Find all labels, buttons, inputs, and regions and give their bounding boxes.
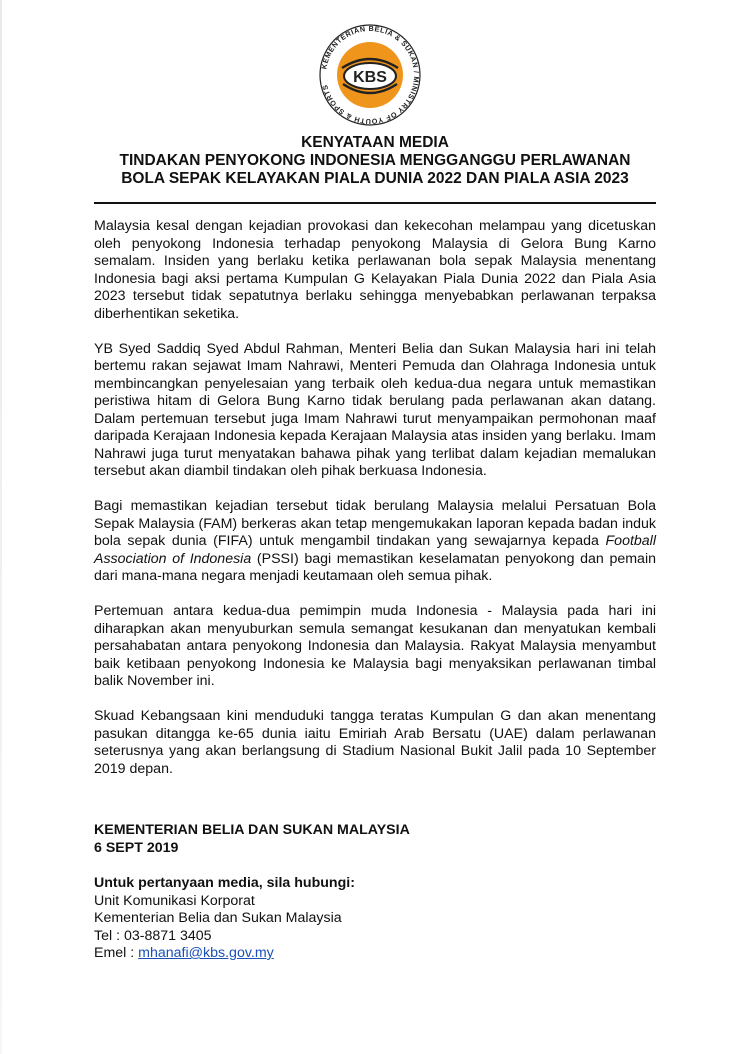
- contact-unit: Unit Komunikasi Korporat: [94, 892, 255, 909]
- logo-ring-text: KEMENTERIAN BELIA & SUKAN / MINISTRY OF YOUTH & SPORTS: [319, 23, 422, 127]
- contact-ministry: Kementerian Belia dan Sukan Malaysia: [94, 910, 342, 926]
- kbs-emblem-icon: [305, 20, 435, 130]
- paragraph-4: Pertemuan antara kedua-dua pemimpin muda Indonesia - Malaysia pada hari ini diharapkan akan menyuburkan semula semangat kesukanan dan menyatukan kembali persahabatan antara penyokong Indonesia dan Malaysia. Rakyat Malaysia menyambut baik ketibaan penyokong Indonesia ke Malaysia bagi menyaksikan perlawanan timbal balik November ini.: [94, 603, 656, 689]
- press-heading: [60, 134, 690, 188]
- press-body: [94, 218, 656, 796]
- contact-block: [94, 875, 355, 963]
- paragraph-1: Malaysia kesal dengan kejadian provokasi dan kekecohan melampau yang dicetuskan oleh penyokong Indonesia terhadap penyokong Malaysia di Gelora Bung Karno semalam. Insiden yang berlaku ketika perlawanan bola sepak Malaysia menentang Indonesia bagi aksi pertama Kumpulan G Kelayakan Piala Dunia 2022 dan Piala Asia 2023 tersebut tidak sepatutnya berlaku sehingga menyebabkan perlawanan terpaksa diberhentikan seketika.: [94, 218, 656, 322]
- signoff: [94, 822, 410, 857]
- heading-divider: [94, 202, 656, 204]
- paragraph-3-part-1: Bagi memastikan kejadian tersebut tidak berulang Malaysia melalui Persatuan Bola Sepak Malaysia (FAM) berkeras akan tetap mengemukakan laporan kepada badan induk bola sepak dunia (FIFA) untuk mengambil tindakan yang sewajarnya kepada: [94, 498, 656, 549]
- contact-lead: Untuk pertanyaan media, sila hubungi:: [94, 875, 355, 891]
- paragraph-3-italic: Football Association of Indonesia: [94, 533, 656, 567]
- contact-email-row: [94, 945, 355, 963]
- paragraph-2: YB Syed Saddiq Syed Abdul Rahman, Menteri Belia dan Sukan Malaysia hari ini telah bertemu rakan sejawat Imam Nahrawi, Menteri Pemuda dan Olahraga Indonesia untuk membincangkan penyelesaian yang terbaik oleh kedua-dua negara untuk memastikan peristiwa hitam di Gelora Bung Karno tidak berulang pada perlawanan akan datang. Dalam pertemuan tersebut juga Imam Nahrawi turut menyampaikan permohonan maaf daripada Kerajaan Indonesia kepada Kerajaan Malaysia atas insiden yang berlaku. Imam Nahrawi juga turut menyatakan bahawa pihak yang terlibat dalam kejadian memalukan tersebut akan diambil tindakan oleh pihak berkuasa Indonesia.: [94, 340, 656, 479]
- contact-tel: Tel : 03-8871 3405: [94, 927, 212, 944]
- paragraph-3: [94, 498, 656, 586]
- paragraph-3-part-2: (PSSI) bagi memastikan keselamatan penyokong dan pemain dari mana-mana negara menjadi keutamaan oleh semua pihak.: [94, 550, 656, 584]
- heading-label: KENYATAAN MEDIA: [301, 134, 449, 151]
- signoff-date: 6 SEPT 2019: [94, 839, 179, 856]
- heading-title-line-1: TINDAKAN PENYOKONG INDONESIA MENGGANGGU PERLAWANAN: [119, 152, 631, 169]
- logo-monogram: KBS: [353, 69, 387, 86]
- paragraph-5: Skuad Kebangsaan kini menduduki tangga teratas Kumpulan G dan akan menentang pasukan ditangga ke-65 dunia iaitu Emiriah Arab Bersatu (UAE) dalam perlawanan seterusnya yang akan berlangsung di Stadium Nasional Bukit Jalil pada 10 September 2019 depan.: [94, 708, 656, 777]
- signoff-org: KEMENTERIAN BELIA DAN SUKAN MALAYSIA: [94, 822, 410, 838]
- contact-email-label: Emel :: [94, 945, 139, 961]
- kbs-logo: [305, 20, 435, 130]
- heading-title-line-2: BOLA SEPAK KELAYAKAN PIALA DUNIA 2022 DAN PIALA ASIA 2023: [121, 170, 629, 187]
- contact-email-link[interactable]: mhanafi@kbs.gov.my: [138, 945, 274, 961]
